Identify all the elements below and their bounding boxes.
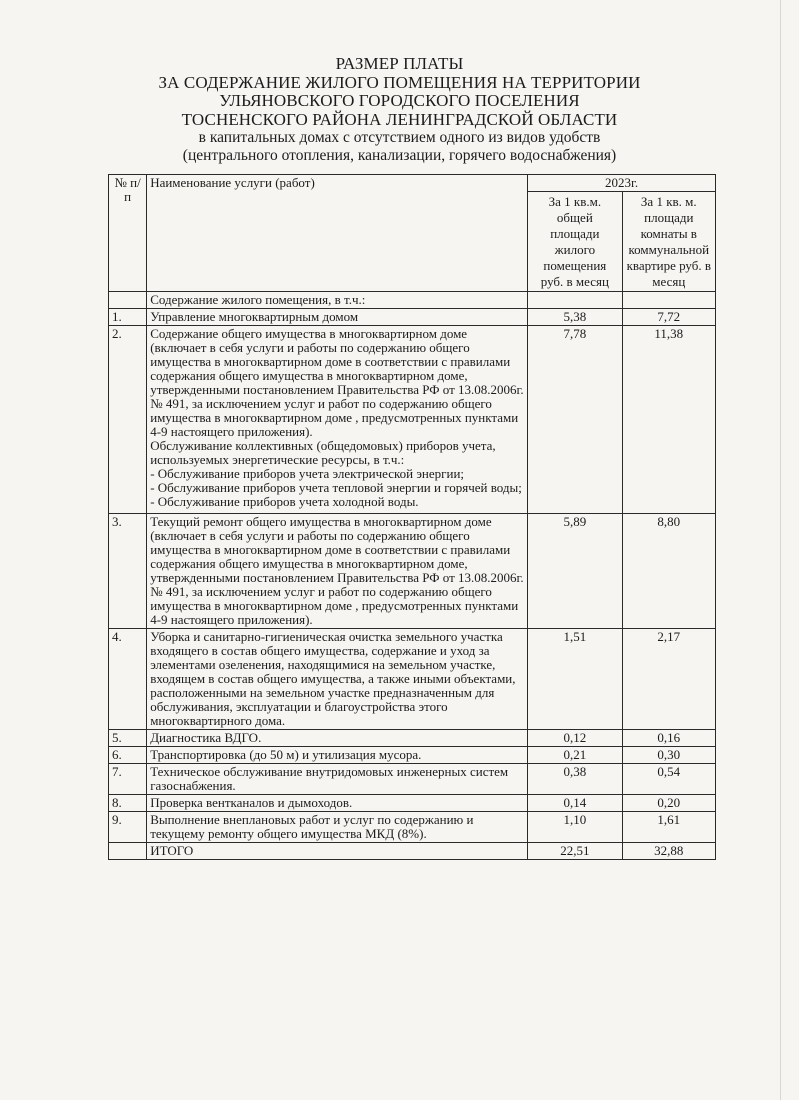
table-row — [109, 812, 716, 843]
title-line-1: РАЗМЕР ПЛАТЫ — [335, 54, 464, 73]
row-price-room: 11,38 — [622, 326, 715, 514]
table-body — [109, 292, 716, 860]
column-header-number: № п/п — [109, 175, 147, 292]
column-header-per-sqm-room: За 1 кв. м. площади комнаты в коммунальной квартире руб. в месяц — [622, 192, 715, 292]
row-service-name: Проверка вентканалов и дымоходов. — [147, 795, 528, 812]
section-label: Содержание жилого помещения, в т.ч.: — [147, 292, 528, 309]
table-row — [109, 514, 716, 629]
total-price-room: 32,88 — [622, 843, 715, 860]
row-price-apartment: 5,38 — [528, 309, 622, 326]
table-row — [109, 764, 716, 795]
row-price-apartment: 0,38 — [528, 764, 622, 795]
section-value-cell — [622, 292, 715, 309]
row-service-name: Диагностика ВДГО. — [147, 730, 528, 747]
row-service-name: Управление многоквартирным домом — [147, 309, 528, 326]
row-service-name: Содержание общего имущества в многоквартирном доме (включает в себя услуги и работы по содержанию общего имущества в многоквартирном доме в соответствии с правилами содержания общего имущества в многоквартирном доме, утвержденными постановлением Правительства РФ от 13.08.2006г. № 491, за исключением услуг и работ по содержанию общего имущества в многоквартирном доме , предусмотренных пунктами 4-9 настоящего приложения). Обслуживание коллективных (общедомовых) приборов учета, используемых энергетические ресурсы, в т.ч.: - Обслуживание приборов учета электрической энергии; - Обслуживание приборов учета тепловой энергии и горячей воды; - Обслуживание приборов учета холодной воды. — [147, 326, 528, 514]
row-price-apartment: 0,21 — [528, 747, 622, 764]
row-price-room: 7,72 — [622, 309, 715, 326]
row-price-apartment: 5,89 — [528, 514, 622, 629]
table-row — [109, 730, 716, 747]
row-number: 8. — [109, 795, 147, 812]
row-price-room: 0,30 — [622, 747, 715, 764]
total-number-cell — [109, 843, 147, 860]
row-number: 9. — [109, 812, 147, 843]
fees-table — [108, 174, 716, 860]
title-line-3: УЛЬЯНОВСКОГО ГОРОДСКОГО ПОСЕЛЕНИЯ — [219, 91, 580, 110]
subtitle-line-1: в капитальных домах с отсутствием одного из видов удобств — [198, 129, 601, 146]
column-header-year: 2023г. — [528, 175, 716, 192]
row-service-name: Уборка и санитарно-гигиеническая очистка земельного участка входящего в состав общего имущества, содержание и уход за элементами озеленения, находящимися на земельном участке, входящем в состав общего имущества, а также иными объектами, расположенными на земельном участке предназначенным для обслуживания, эксплуатации и благоустройства этого многоквартирного дома. — [147, 629, 528, 730]
section-row — [109, 292, 716, 309]
row-price-room: 1,61 — [622, 812, 715, 843]
section-value-cell — [528, 292, 622, 309]
row-price-apartment: 7,78 — [528, 326, 622, 514]
row-number: 7. — [109, 764, 147, 795]
row-price-room: 8,80 — [622, 514, 715, 629]
row-number: 3. — [109, 514, 147, 629]
table-row — [109, 629, 716, 730]
table-row — [109, 747, 716, 764]
row-service-name: Выполнение внеплановых работ и услуг по содержанию и текущему ремонту общего имущества МКД (8%). — [147, 812, 528, 843]
row-number: 5. — [109, 730, 147, 747]
row-service-name: Текущий ремонт общего имущества в многоквартирном доме (включает в себя услуги и работы по содержанию общего имущества в многоквартирном доме в соответствии с правилами содержания общего имущества в многоквартирном доме, утвержденными постановлением Правительства РФ от 13.08.2006г. № 491, за исключением услуг и работ по содержанию общего имущества в многоквартирном доме , предусмотренных пунктами 4-9 настоящего приложения). — [147, 514, 528, 629]
row-service-name: Транспортировка (до 50 м) и утилизация мусора. — [147, 747, 528, 764]
row-service-name: Техническое обслуживание внутридомовых инженерных систем газоснабжения. — [147, 764, 528, 795]
row-price-apartment: 0,12 — [528, 730, 622, 747]
row-price-room: 2,17 — [622, 629, 715, 730]
row-number: 6. — [109, 747, 147, 764]
table-head — [109, 175, 716, 292]
subtitle-line-2: (центрального отопления, канализации, горячего водоснабжения) — [182, 147, 617, 164]
table-row — [109, 795, 716, 812]
total-label: ИТОГО — [147, 843, 528, 860]
table-row — [109, 326, 716, 514]
row-price-apartment: 1,10 — [528, 812, 622, 843]
row-price-room: 0,16 — [622, 730, 715, 747]
table-row — [109, 309, 716, 326]
page-edge-line — [780, 0, 781, 1100]
row-number: 4. — [109, 629, 147, 730]
title-line-4: ТОСНЕНСКОГО РАЙОНА ЛЕНИНГРАДСКОЙ ОБЛАСТИ — [181, 109, 618, 129]
row-price-apartment: 1,51 — [528, 629, 622, 730]
total-row — [109, 843, 716, 860]
row-price-room: 0,20 — [622, 795, 715, 812]
total-price-apartment: 22,51 — [528, 843, 622, 860]
column-header-per-sqm-apartment: За 1 кв.м. общей площади жилого помещения руб. в месяц — [528, 192, 622, 292]
table-header-row — [109, 175, 716, 192]
row-price-apartment: 0,14 — [528, 795, 622, 812]
row-price-room: 0,54 — [622, 764, 715, 795]
row-number: 1. — [109, 309, 147, 326]
row-number: 2. — [109, 326, 147, 514]
section-number-cell — [109, 292, 147, 309]
title-line-2: ЗА СОДЕРЖАНИЕ ЖИЛОГО ПОМЕЩЕНИЯ НА ТЕРРИТОРИИ — [158, 72, 641, 92]
document-header — [0, 55, 799, 165]
column-header-service-name: Наименование услуги (работ) — [147, 175, 528, 292]
